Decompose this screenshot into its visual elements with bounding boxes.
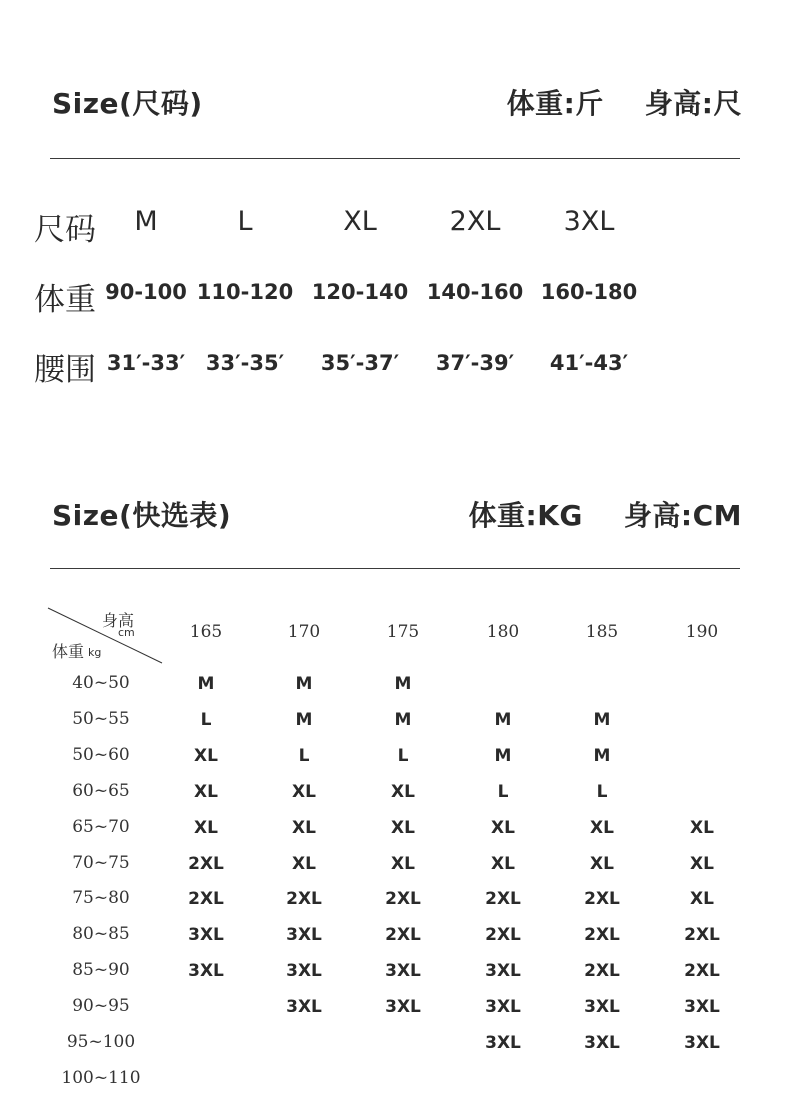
size-cell: 3XL bbox=[286, 997, 322, 1017]
divider-2 bbox=[50, 568, 740, 569]
size-cell: XL bbox=[194, 746, 218, 766]
size-cell: L bbox=[596, 782, 608, 802]
size-cell: M bbox=[394, 674, 412, 694]
size-cell: 3XL bbox=[684, 1033, 720, 1053]
weight-row-label: 体重 bbox=[34, 282, 96, 318]
weight-value: 160-180 bbox=[540, 280, 638, 304]
size-value: 3XL bbox=[563, 206, 615, 237]
size-cell: XL bbox=[690, 854, 714, 874]
weight-range: 95~100 bbox=[66, 1032, 136, 1052]
size-cell: M bbox=[494, 710, 512, 730]
size-cell: L bbox=[298, 746, 310, 766]
size-cell: 2XL bbox=[584, 889, 620, 909]
size-cell: XL bbox=[491, 818, 515, 838]
size-value: 2XL bbox=[449, 206, 501, 237]
size-value: L bbox=[237, 206, 253, 237]
size-cell: 3XL bbox=[485, 1033, 521, 1053]
size-cell: 3XL bbox=[188, 925, 224, 945]
waist-value: 31′-33′ bbox=[106, 351, 186, 375]
weight-range: 65~70 bbox=[72, 817, 130, 837]
size-cell: XL bbox=[391, 782, 415, 802]
weight-range: 50~60 bbox=[72, 745, 130, 765]
size-cell: XL bbox=[292, 854, 316, 874]
size-cell: 3XL bbox=[485, 997, 521, 1017]
size-cell: 2XL bbox=[385, 925, 421, 945]
size-cell: XL bbox=[194, 818, 218, 838]
size-cell: 2XL bbox=[684, 961, 720, 981]
size-value: M bbox=[134, 206, 158, 237]
size-cell: M bbox=[494, 746, 512, 766]
size-cell: M bbox=[593, 710, 611, 730]
size-cell: 2XL bbox=[286, 889, 322, 909]
size-cell: XL bbox=[292, 782, 316, 802]
waist-value: 41′-43′ bbox=[549, 351, 629, 375]
size-cell: L bbox=[497, 782, 509, 802]
weight-range: 40~50 bbox=[72, 673, 130, 693]
weight-range: 80~85 bbox=[72, 924, 130, 944]
size-cell: 2XL bbox=[584, 961, 620, 981]
height-header: 185 bbox=[585, 622, 619, 642]
quick-chart-units: 体重:KG 身高:CM bbox=[468, 499, 742, 532]
size-cell: L bbox=[397, 746, 409, 766]
weight-range: 90~95 bbox=[72, 996, 130, 1016]
height-header: 190 bbox=[685, 622, 719, 642]
corner-height-label: 身高 bbox=[102, 611, 135, 630]
size-cell: 2XL bbox=[188, 889, 224, 909]
height-header: 175 bbox=[386, 622, 420, 642]
size-cell: 2XL bbox=[684, 925, 720, 945]
weight-value: 120-140 bbox=[311, 280, 409, 304]
weight-range: 100~110 bbox=[61, 1068, 141, 1088]
size-cell: XL bbox=[590, 818, 614, 838]
size-cell: 2XL bbox=[485, 925, 521, 945]
weight-range: 50~55 bbox=[72, 709, 130, 729]
size-cell: M bbox=[394, 710, 412, 730]
height-header: 170 bbox=[287, 622, 321, 642]
size-cell: XL bbox=[590, 854, 614, 874]
size-cell: 2XL bbox=[188, 854, 224, 874]
size-cell: 3XL bbox=[188, 961, 224, 981]
weight-value: 110-120 bbox=[196, 280, 294, 304]
quick-chart-title: Size(快选表) bbox=[52, 499, 232, 532]
waist-value: 33′-35′ bbox=[205, 351, 285, 375]
size-cell: XL bbox=[690, 818, 714, 838]
divider-1 bbox=[50, 158, 740, 159]
corner-weight-label: 体重 bbox=[52, 642, 85, 661]
size-chart-units: 体重:斤 身高:尺 bbox=[506, 87, 742, 120]
waist-value: 37′-39′ bbox=[435, 351, 515, 375]
waist-value: 35′-37′ bbox=[320, 351, 400, 375]
weight-range: 85~90 bbox=[72, 960, 130, 980]
corner-height-unit: cm bbox=[118, 626, 135, 639]
size-chart-title: Size(尺码) bbox=[52, 87, 203, 120]
size-cell: 3XL bbox=[684, 997, 720, 1017]
size-cell: 3XL bbox=[385, 961, 421, 981]
size-cell: 3XL bbox=[286, 961, 322, 981]
weight-range: 70~75 bbox=[72, 853, 130, 873]
size-cell: 3XL bbox=[584, 1033, 620, 1053]
size-value: XL bbox=[343, 206, 377, 237]
weight-range: 60~65 bbox=[72, 781, 130, 801]
size-cell: 3XL bbox=[584, 997, 620, 1017]
weight-value: 140-160 bbox=[426, 280, 524, 304]
size-cell: 2XL bbox=[584, 925, 620, 945]
size-cell: 3XL bbox=[385, 997, 421, 1017]
size-cell: M bbox=[295, 674, 313, 694]
size-cell: 2XL bbox=[385, 889, 421, 909]
size-cell: XL bbox=[690, 889, 714, 909]
size-cell: M bbox=[197, 674, 215, 694]
weight-range: 75~80 bbox=[72, 888, 130, 908]
height-header: 180 bbox=[486, 622, 520, 642]
size-cell: 3XL bbox=[485, 961, 521, 981]
size-cell: M bbox=[593, 746, 611, 766]
corner-weight-unit: kg bbox=[88, 646, 102, 659]
size-cell: XL bbox=[292, 818, 316, 838]
size-cell: XL bbox=[391, 854, 415, 874]
weight-value: 90-100 bbox=[105, 280, 187, 304]
size-cell: M bbox=[295, 710, 313, 730]
waist-row-label: 腰围 bbox=[34, 352, 96, 388]
size-cell: XL bbox=[491, 854, 515, 874]
size-cell: XL bbox=[391, 818, 415, 838]
height-header: 165 bbox=[189, 622, 223, 642]
size-cell: XL bbox=[194, 782, 218, 802]
size-row-label: 尺码 bbox=[34, 212, 96, 248]
size-cell: 3XL bbox=[286, 925, 322, 945]
size-cell: L bbox=[200, 710, 212, 730]
size-cell: 2XL bbox=[485, 889, 521, 909]
